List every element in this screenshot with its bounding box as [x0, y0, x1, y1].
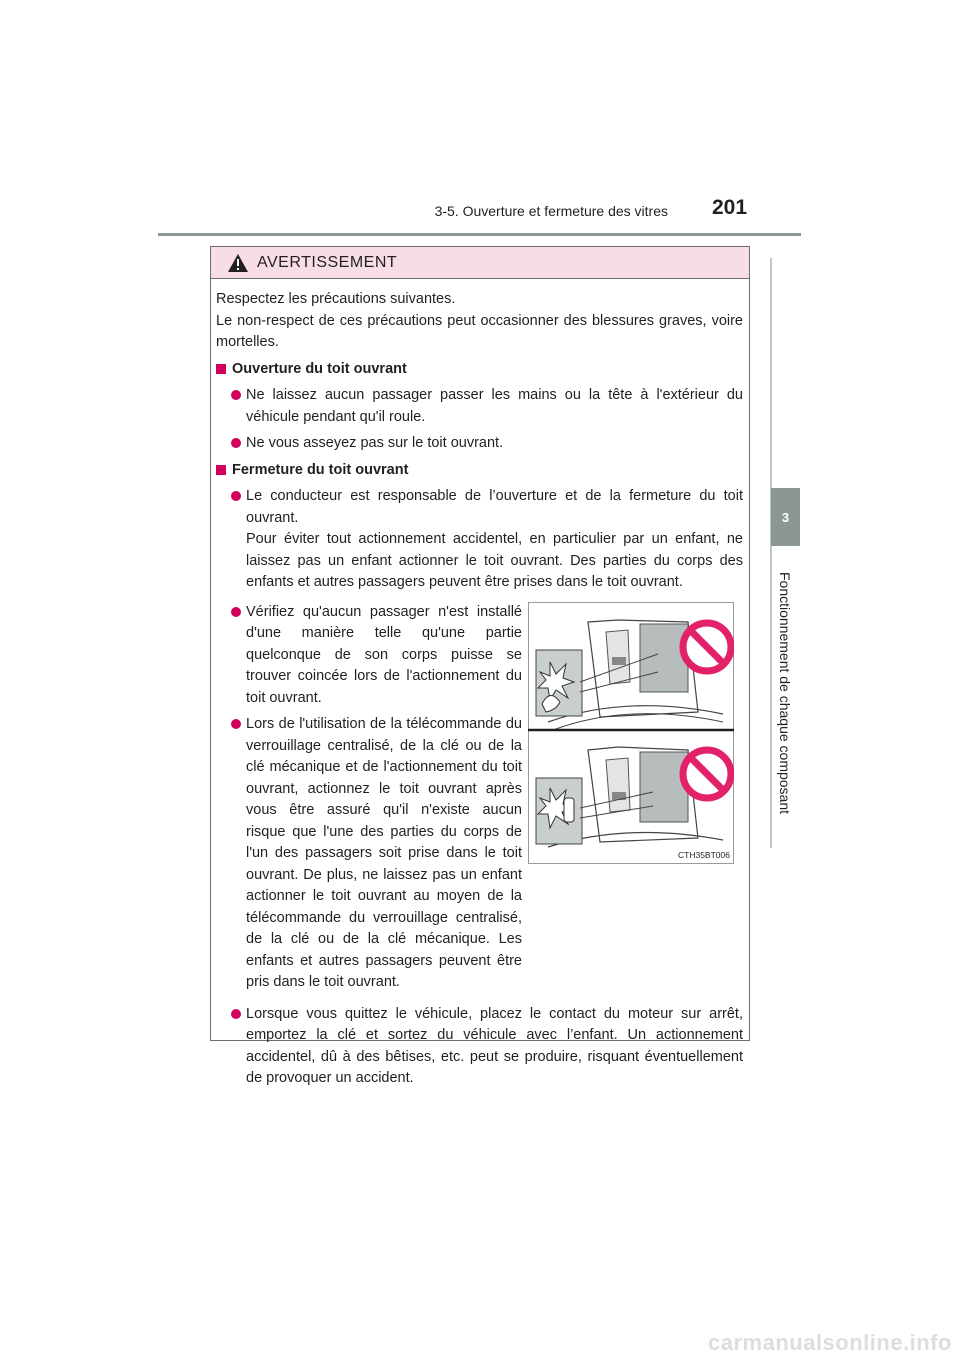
round-bullet-icon — [231, 491, 241, 501]
bullet-text: Ne laissez aucun passager passer les mains ou la tête à l'extérieur du véhicule pendant qu'il roule. — [246, 387, 743, 425]
bullet-item — [216, 385, 743, 428]
bullet-item — [216, 1004, 743, 1090]
square-bullet-icon — [216, 364, 226, 374]
round-bullet-icon — [231, 390, 241, 400]
chapter-tab — [771, 488, 800, 546]
text-with-figure — [216, 602, 743, 999]
illustration-svg — [528, 602, 734, 864]
page-number: 201 — [712, 196, 748, 219]
heading-open-text: Ouverture du toit ouvrant — [232, 360, 407, 377]
intro-line-2: Le non-respect de ces précautions peut occasionner des blessures graves, voire mortelles. — [216, 312, 743, 350]
intro-line-1: Respectez les précautions suivantes. — [216, 291, 456, 307]
bullet-text: Lorsque vous quittez le véhicule, placez le contact du moteur sur arrêt, emportez la clé et sortez du véhicule avec l’enfant. Un actionnement accidentel, dû à des bêtises, etc. peut se produire, risquant éventuellement de provoquer un accident. — [246, 1005, 743, 1086]
bullet-item — [216, 486, 743, 594]
chapter-number: 3 — [781, 509, 790, 525]
heading-close-text: Fermeture du toit ouvrant — [232, 461, 409, 478]
square-bullet-icon — [216, 465, 226, 475]
header-rule — [158, 233, 801, 236]
header-section-title: 3-5. Ouverture et fermeture des vitres — [434, 203, 668, 219]
round-bullet-icon — [231, 719, 241, 729]
watermark: carmanualsonline.info — [708, 1330, 952, 1355]
bullet-item — [216, 433, 743, 455]
warning-box — [210, 246, 750, 1086]
bullet-item — [216, 602, 522, 710]
bullet-text: Le conducteur est responsable de l’ouverture et de la fermeture du toit ouvrant. — [246, 488, 743, 526]
warning-body — [211, 279, 749, 1095]
warning-header — [211, 247, 749, 279]
heading-open — [216, 359, 743, 381]
chapter-title-vertical — [771, 548, 800, 838]
heading-close — [216, 460, 743, 482]
bullet-text: Ne vous asseyez pas sur le toit ouvrant. — [246, 435, 504, 451]
figure-side-text — [216, 602, 522, 999]
bullet-text: Vérifiez qu'aucun passager n'est installé d'une manière telle qu'une partie quelconque de son corps puisse se trouver coincée lors de l'actionnement du toit ouvrant. — [246, 603, 522, 706]
warning-title: AVERTISSEMENT — [257, 253, 398, 271]
chapter-title: Fonctionnement de chaque composant — [777, 571, 794, 815]
round-bullet-icon — [231, 438, 241, 448]
bullet-item — [216, 714, 522, 994]
round-bullet-icon — [231, 1009, 241, 1019]
bullet-text: Lors de l'utilisation de la télécommande du verrouillage centralisé, de la clé ou de la clé mécanique et de l'actionnement du toit ouvrant, actionnez le toit ouvrant après vous être assuré qu'il n'existe aucun risque que l'une des parties du corps de l'un des passagers soit prise dans le toit ouvrant. De plus, ne laissez pas un enfant actionner le toit ouvrant au moyen de la télécommande du verrouillage centralisé, de la clé ou de la clé mécanique. Les enfants et autres passagers peuvent être pris dans le toit ouvrant. — [246, 716, 522, 990]
figure-code: CTH35BT006 — [678, 849, 730, 860]
round-bullet-icon — [231, 607, 241, 617]
illustration-figure — [528, 602, 734, 864]
bullet-text: Pour éviter tout actionnement accidentel, en particulier par un enfant, ne laissez pas un enfant actionner le toit ouvrant. Des parties du corps des enfants et autres passagers peuvent être prises dans le toit ouvrant. — [246, 531, 743, 590]
warning-triangle-icon — [227, 253, 249, 273]
